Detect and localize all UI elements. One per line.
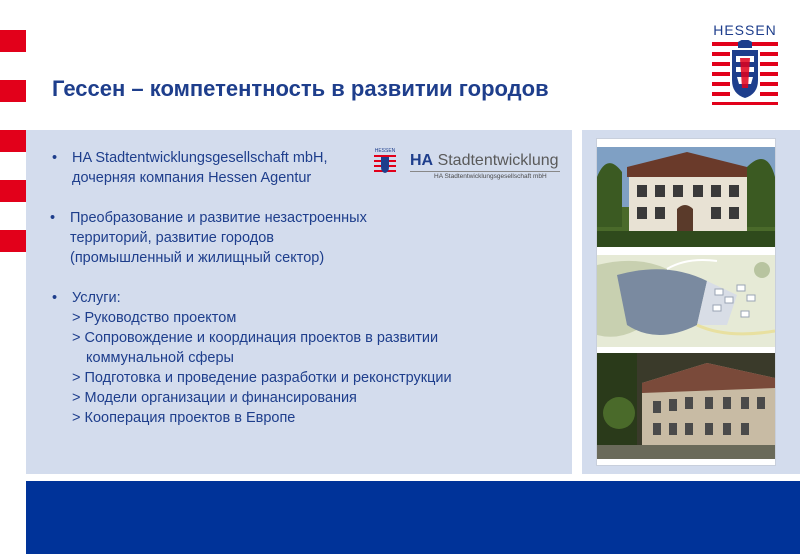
small-hessen-logo-text: HESSEN <box>374 148 396 154</box>
historic-building-photo <box>597 353 775 459</box>
small-hessen-crest-icon <box>374 154 396 176</box>
transformation-line: (промышленный и жилищный сектор) <box>70 250 325 266</box>
service-item: > Руководство проектом <box>72 310 237 326</box>
bullet-dot: • <box>50 210 56 226</box>
hessen-logo-text: HESSEN <box>713 22 777 38</box>
service-item: > Модели организации и финансирования <box>72 390 357 406</box>
photo-frame <box>596 138 776 466</box>
photo-panel <box>582 130 800 474</box>
ha-logo-divider <box>410 171 560 172</box>
footer-band <box>26 481 800 554</box>
service-item: > Подготовка и проведение разработки и реконструкции <box>72 370 452 386</box>
services-heading: Услуги: <box>72 290 121 306</box>
bullet-services <box>52 288 452 428</box>
side-mark <box>0 80 26 102</box>
bullet-dot: • <box>52 150 58 166</box>
hessen-crest-icon <box>712 40 778 106</box>
bullet-transformation <box>50 208 367 268</box>
hessen-logo <box>712 22 778 106</box>
company-description: дочерняя компания Hessen Agentur <box>72 170 312 186</box>
bullet-dot: • <box>52 290 58 306</box>
side-mark <box>0 230 26 252</box>
site-plan-map <box>597 255 775 347</box>
side-mark <box>0 30 26 52</box>
service-item-continuation: коммунальной сферы <box>86 350 234 366</box>
ha-logo-subtitle: HA Stadtentwicklungsgesellschaft mbH <box>434 173 547 180</box>
company-name: HA Stadtentwicklungsgesellschaft mbH, <box>72 150 328 166</box>
page-title: Гессен – компетентность в развитии городов <box>52 76 549 101</box>
building-photo <box>597 147 775 247</box>
ha-stadtentwicklung-logo <box>410 152 560 186</box>
service-item: > Кооперация проектов в Европе <box>72 410 296 426</box>
small-hessen-logo <box>374 148 396 176</box>
service-item: > Сопровождение и координация проектов в развитии <box>72 330 439 346</box>
ha-logo-name: Stadtentwicklung <box>437 152 559 169</box>
bullet-company <box>52 148 328 188</box>
side-mark <box>0 130 26 152</box>
ha-logo-wordmark <box>410 152 559 170</box>
transformation-line: Преобразование и развитие незастроенных <box>70 210 367 226</box>
side-mark <box>0 180 26 202</box>
transformation-line: территорий, развитие городов <box>70 230 274 246</box>
ha-logo-prefix: HA <box>410 152 434 169</box>
